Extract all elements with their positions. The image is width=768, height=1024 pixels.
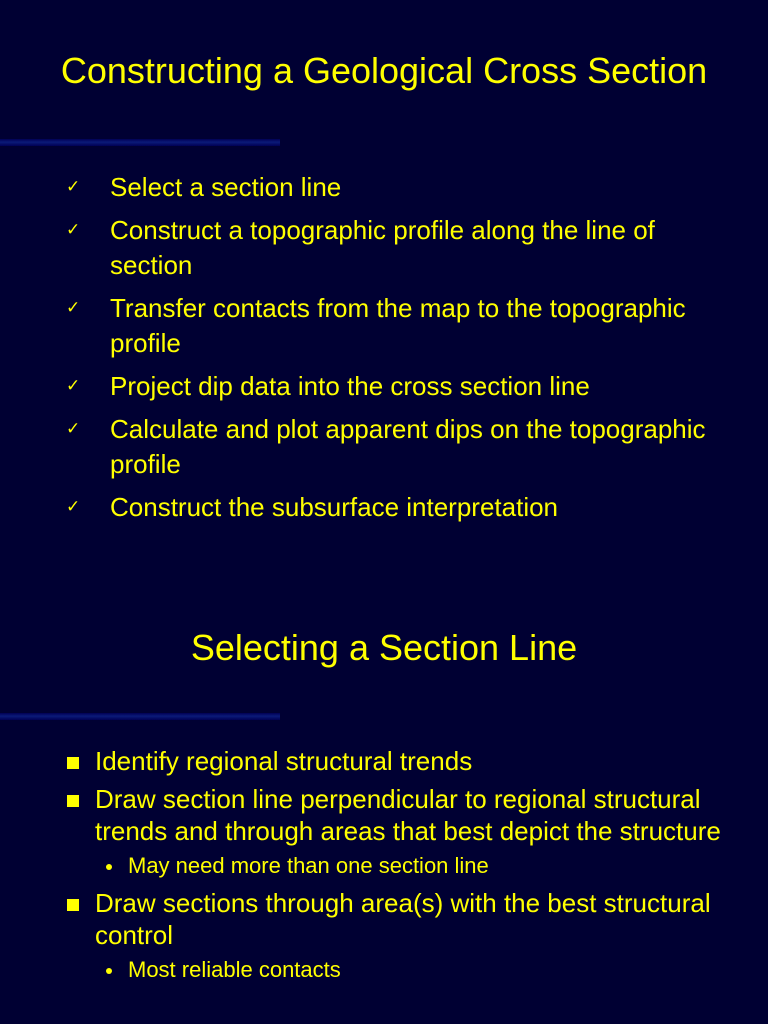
list-item — [66, 887, 726, 951]
sub-list-item-text: May need more than one section line — [128, 853, 489, 878]
square-bullet-icon — [67, 795, 79, 807]
list-item-text: Draw sections through area(s) with the best structural control — [95, 888, 711, 950]
list-item-text: Calculate and plot apparent dips on the topographic profile — [110, 414, 706, 479]
list-item — [66, 412, 736, 482]
sub-list-item — [66, 851, 726, 881]
checkmark-icon: ✓ — [66, 376, 81, 396]
list-item-text: Identify regional structural trends — [95, 746, 473, 776]
list-item-text: Draw section line perpendicular to regional structural trends and through areas that best depict the structure — [95, 784, 721, 846]
square-bullet-icon — [67, 757, 79, 769]
guidelines-list — [66, 745, 726, 991]
list-item-text: Construct a topographic profile along the line of section — [110, 215, 655, 280]
slide-2 — [0, 576, 768, 1024]
list-item — [66, 170, 736, 205]
checkmark-icon: ✓ — [66, 220, 81, 240]
list-item-text: Project dip data into the cross section line — [110, 371, 590, 401]
list-item — [66, 490, 736, 525]
slide-1-title: Constructing a Geological Cross Section — [60, 50, 708, 91]
sub-list-item-text: Most reliable contacts — [128, 957, 341, 982]
list-item-text: Construct the subsurface interpretation — [110, 492, 559, 522]
title-divider — [0, 139, 280, 146]
list-item — [66, 213, 736, 283]
dot-bullet-icon — [106, 864, 112, 870]
dot-bullet-icon — [106, 968, 112, 974]
checkmark-icon: ✓ — [66, 298, 81, 318]
checkmark-icon: ✓ — [66, 419, 81, 439]
list-item-text: Select a section line — [110, 172, 342, 202]
checkmark-icon: ✓ — [66, 497, 81, 517]
list-item — [66, 745, 726, 777]
list-item — [66, 369, 736, 404]
list-item — [66, 783, 726, 847]
slide-2-title: Selecting a Section Line — [190, 627, 578, 668]
list-item-text: Transfer contacts from the map to the topographic profile — [110, 293, 686, 358]
square-bullet-icon — [67, 899, 79, 911]
sub-list-item — [66, 955, 726, 985]
title-divider — [0, 713, 280, 720]
checkmark-icon: ✓ — [66, 177, 81, 197]
steps-list — [66, 170, 736, 533]
list-item — [66, 291, 736, 361]
